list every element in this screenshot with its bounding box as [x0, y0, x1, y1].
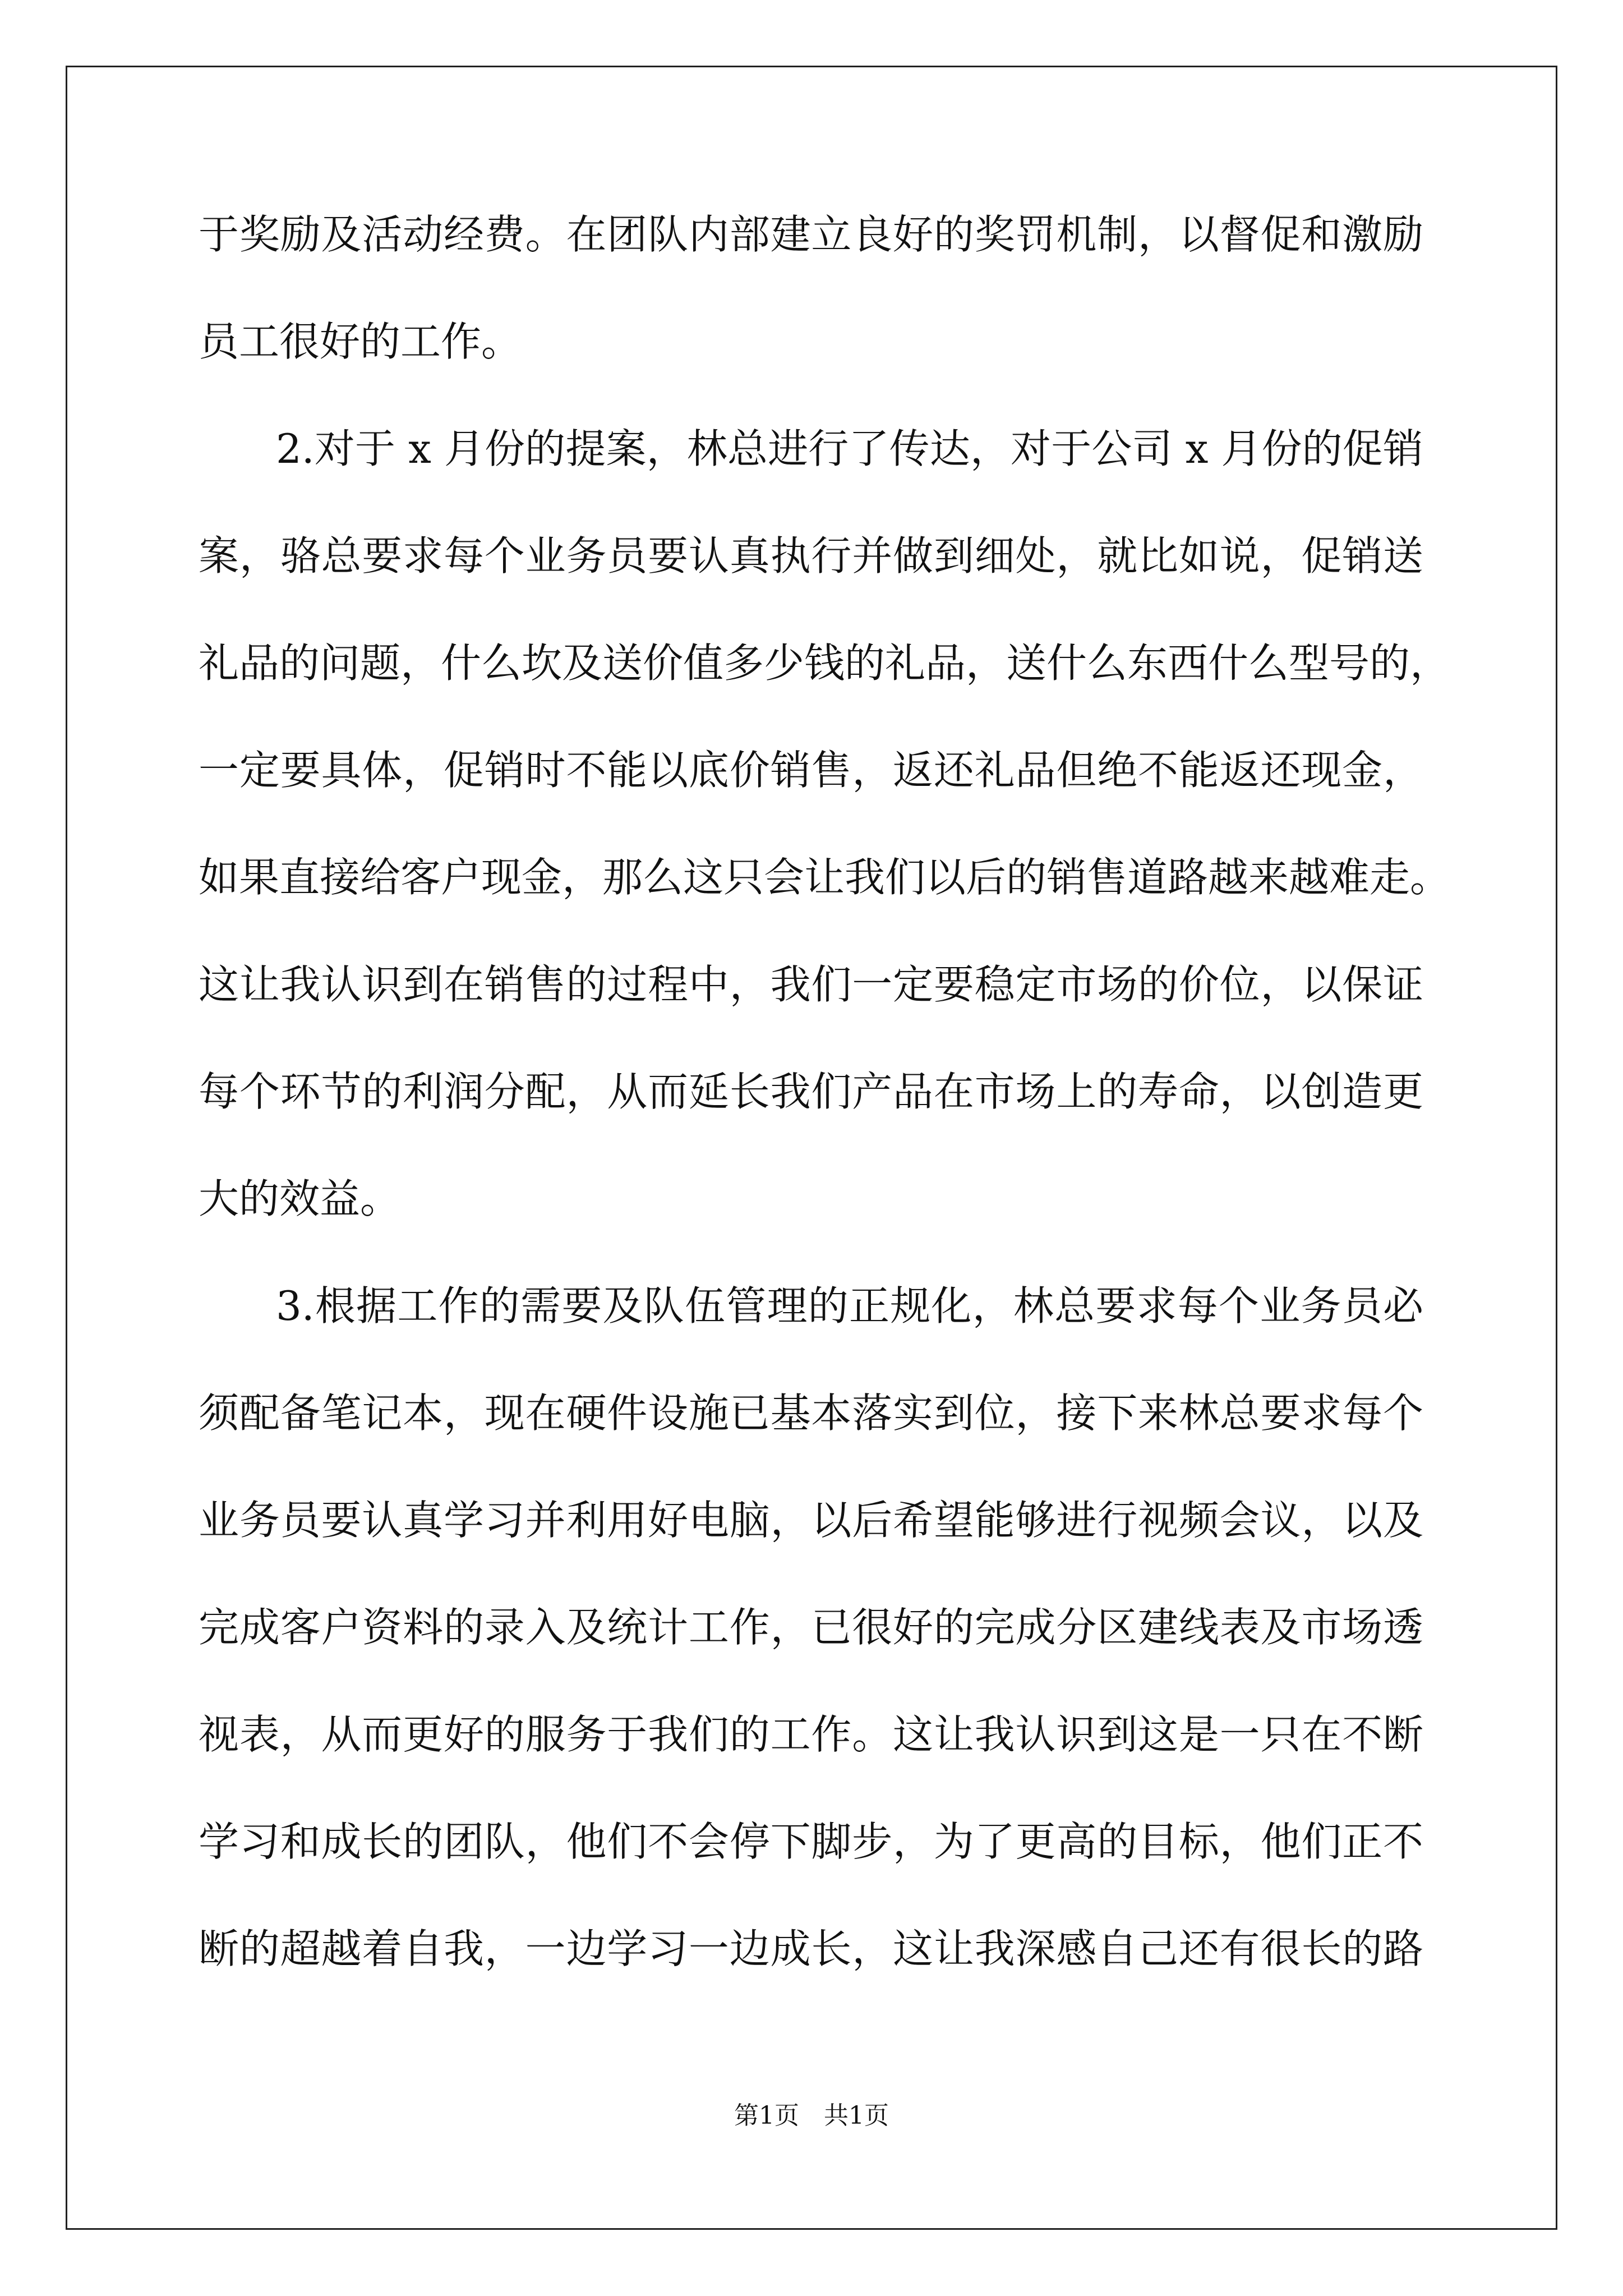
- text-line: 员工很好的工作。: [199, 318, 522, 365]
- text-line: 视表，从而更好的服务于我们的工作。这让我认识到这是一只在不断: [199, 1711, 1423, 1758]
- document-body: [199, 206, 1451, 2028]
- text-line: 学习和成长的团队，他们不会停下脚步，为了更高的目标，他们正不: [199, 1818, 1423, 1865]
- text-line: 须配备笔记本，现在硬件设施已基本落实到位，接下来林总要求每个: [199, 1389, 1423, 1437]
- text-line: 2.对于 x 月份的提案，林总进行了传达，对于公司 x 月份的促销: [276, 425, 1423, 472]
- text-line: 案，骆总要求每个业务员要认真执行并做到细处，就比如说，促销送: [199, 532, 1423, 579]
- text-line: 完成客户资料的录入及统计工作，已很好的完成分区建线表及市场透: [199, 1604, 1423, 1651]
- text-line: 礼品的问题，什么坎及送价值多少钱的礼品，送什么东西什么型号的，: [199, 639, 1451, 687]
- text-line: 一定要具体，促销时不能以底价销售，返还礼品但绝不能返还现金，: [199, 747, 1423, 794]
- text-line: 于奖励及活动经费。在团队内部建立良好的奖罚机制，以督促和激励: [199, 211, 1423, 258]
- text-line: 断的超越着自我，一边学习一边成长，这让我深感自己还有很长的路: [199, 1925, 1423, 1972]
- text-line: 如果直接给客户现金，那么这只会让我们以后的销售道路越来越难走。: [199, 854, 1451, 901]
- text-line: 业务员要认真学习并利用好电脑，以后希望能够进行视频会议，以及: [199, 1497, 1423, 1544]
- text-line: 3.根据工作的需要及队伍管理的正规化，林总要求每个业务员必: [276, 1282, 1423, 1329]
- page-footer: 第1页 共1页: [734, 2101, 889, 2130]
- text-line: 每个环节的利润分配，从而延长我们产品在市场上的寿命，以创造更: [199, 1068, 1423, 1115]
- text-line: 大的效益。: [199, 1175, 401, 1222]
- text-line: 这让我认识到在销售的过程中，我们一定要稳定市场的价位，以保证: [199, 961, 1423, 1008]
